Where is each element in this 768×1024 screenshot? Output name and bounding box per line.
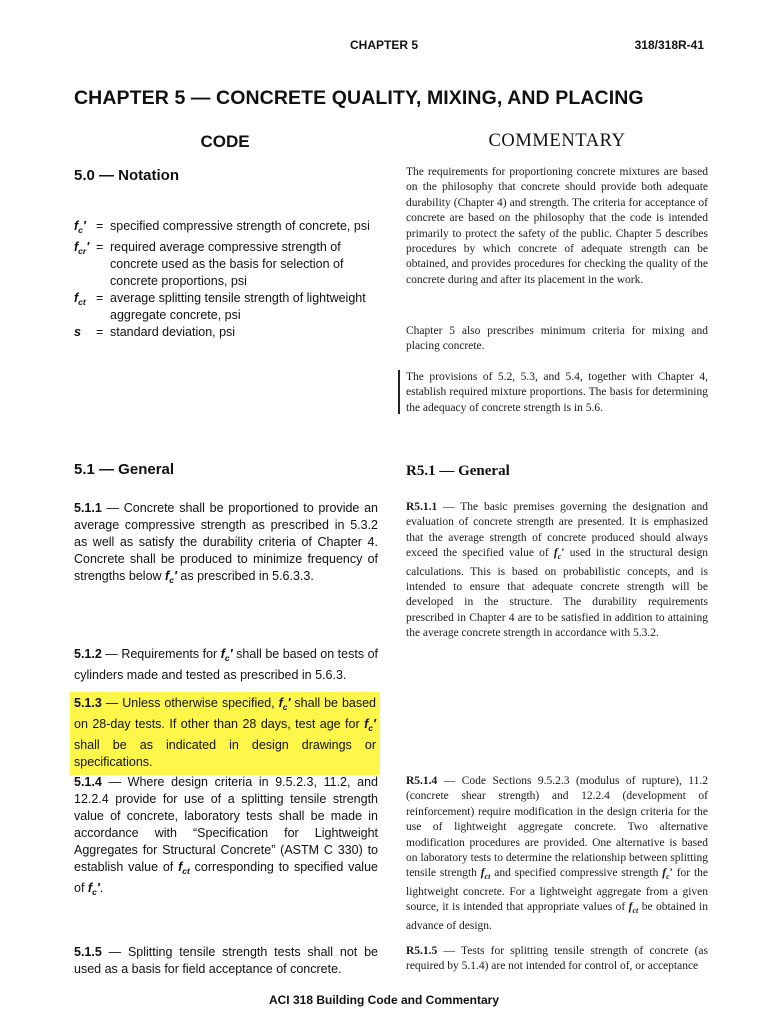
fct-symbol: $f_{ct}$ <box>628 901 639 916</box>
commentary-r5-1-4: R5.1.4 — Code Sections 9.5.2.3 (modulus of rupture), 11.2 (concrete shear strength) and 12.2.4 (development of reinforcement) require modification in the design criteria for the use of lightweight aggregate concrete. Two alternative modification procedures are provided. One alternative is based on laboratory tests to determine the relationship between splitting tensile strength $f_{ct}$ and specified compressive strength $f_c'$ for the lightweight concrete. For a lightweight aggregate from a given source, it is intended that appropriate values of $f_{ct}$ be obtained in advance of design. <box>406 775 708 932</box>
commentary-column-heading: COMMENTARY <box>488 131 626 151</box>
fct-symbol: $f_{ct}$ <box>480 867 491 882</box>
notation-row <box>74 324 384 345</box>
revision-change-bar <box>398 370 400 414</box>
notation-row <box>74 239 384 290</box>
notation-equals: = <box>96 240 104 254</box>
fc-prime-symbol: $f_c'$ <box>87 881 100 897</box>
notation-symbol: s <box>74 325 81 339</box>
commentary-intro-paragraph-1: The requirements for proportioning concrete mixtures are based on the philosophy that concrete should provide both adequate durability (Chapter 4) and strength. The criteria for acceptance of concrete are based on the philosophy that the code is intended primarily to protect the safety of the public. Chapter 5 describes procedures by which concrete of adequate strength can be obtained, and provides procedures for checking the quality of the concrete during and after its placement in the work. <box>406 166 708 286</box>
clause-5-1-1: 5.1.1 — Concrete shall be proportioned to provide an average compressive strength as prescribed in 5.3.2 as well as satisfy the durability criteria of Chapter 4. Concrete shall be produced to minimize frequency of strengths below $f_c'$ as prescribed in 5.6.3.3. <box>74 501 379 585</box>
notation-row <box>74 290 384 324</box>
fc-prime-symbol: $f_c'$ <box>553 547 565 562</box>
chapter-title: CHAPTER 5 — CONCRETE QUALITY, MIXING, AND PLACING <box>74 87 644 109</box>
commentary-intro-paragraph-2: Chapter 5 also prescribes minimum criteria for mixing and placing concrete. <box>406 325 708 353</box>
notation-definition: average splitting tensile strength of lightweight aggregate concrete, psi <box>110 291 366 322</box>
page-footer: ACI 318 Building Code and Commentary <box>268 993 500 1007</box>
clause-5-1-4: 5.1.4 — Where design criteria in 9.5.2.3, 11.2, and 12.2.4 provide for use of a splitting tensile strength value of concrete, laboratory tests shall be made in accordance with “Specification for Lightweight Aggregates for Structural Concrete” (ASTM C 330) to establish value of $f_{ct}$ corresponding to specified value of $f_c'$. <box>74 775 378 897</box>
clause-5-1-3-highlighted: 5.1.3 — Unless otherwise specified, $f_c'$ shall be based on 28-day tests. If other than 28 days, test age for $f_c'$ shall be as indicated in design drawings or specifications. <box>70 692 380 775</box>
section-5-0-heading: 5.0 — Notation <box>74 167 180 184</box>
notation-equals: = <box>96 219 104 233</box>
section-r5-1-heading: R5.1 — General <box>406 463 510 479</box>
notation-definition: specified compressive strength of concrete, psi <box>110 219 370 233</box>
commentary-intro-paragraph-3: The provisions of 5.2, 5.3, and 5.4, together with Chapter 4, establish required mixture proportions. The basis for determining the adequacy of concrete strength is in 5.6. <box>406 371 708 414</box>
clause-5-1-5: 5.1.5 — Splitting tensile strength tests shall not be used as a basis for field acceptance of concrete. <box>74 945 378 976</box>
notation-symbol: $f_c'$ <box>74 219 86 235</box>
fct-symbol: $f_{ct}$ <box>178 860 190 876</box>
notation-equals: = <box>96 325 104 339</box>
running-header-page-ref: 318/318R-41 <box>634 38 704 52</box>
fc-prime-symbol: $f_c'$ <box>364 717 376 733</box>
notation-definition: required average compressive strength of concrete used as the basis for selection of concrete proportions, psi <box>110 240 344 288</box>
clause-5-1-2: 5.1.2 — Requirements for $f_c'$ shall be based on tests of cylinders made and tested as prescribed in 5.6.3. <box>74 647 378 682</box>
fc-prime-symbol: $f_c'$ <box>662 867 673 882</box>
fc-prime-symbol: $f_c'$ <box>165 569 177 585</box>
commentary-r5-1-1: R5.1.1 — The basic premises governing the designation and evaluation of concrete strength are presented. It is emphasized that the average strength of concrete produced should always exceed the specified value of $f_c'$ used in the structural design calculations. This is based on probabilistic concepts, and is intended to ensure that adequate concrete strength will be developed in the structure. The durability requirements prescribed in Chapter 4 are to be satisfied in addition to attaining the average concrete strength in accordance with 5.3.2. <box>406 501 708 640</box>
running-header-chapter: CHAPTER 5 <box>349 38 418 52</box>
section-5-1-heading: 5.1 — General <box>74 461 175 478</box>
notation-equals: = <box>96 291 104 305</box>
notation-definition: standard deviation, psi <box>110 325 236 339</box>
notation-symbol: $f_{cr}'$ <box>74 240 90 256</box>
notation-symbol: $f_{ct}$ <box>74 291 86 307</box>
fc-prime-symbol: $f_c'$ <box>220 647 233 663</box>
commentary-r5-1-5: R5.1.5 — Tests for splitting tensile strength of concrete (as required by 5.1.4) are not intended for control of, or acceptance <box>406 945 708 973</box>
notation-list <box>74 218 384 345</box>
code-column-heading: CODE <box>200 132 250 151</box>
notation-row <box>74 218 384 239</box>
fc-prime-symbol: $f_c'$ <box>278 696 291 712</box>
